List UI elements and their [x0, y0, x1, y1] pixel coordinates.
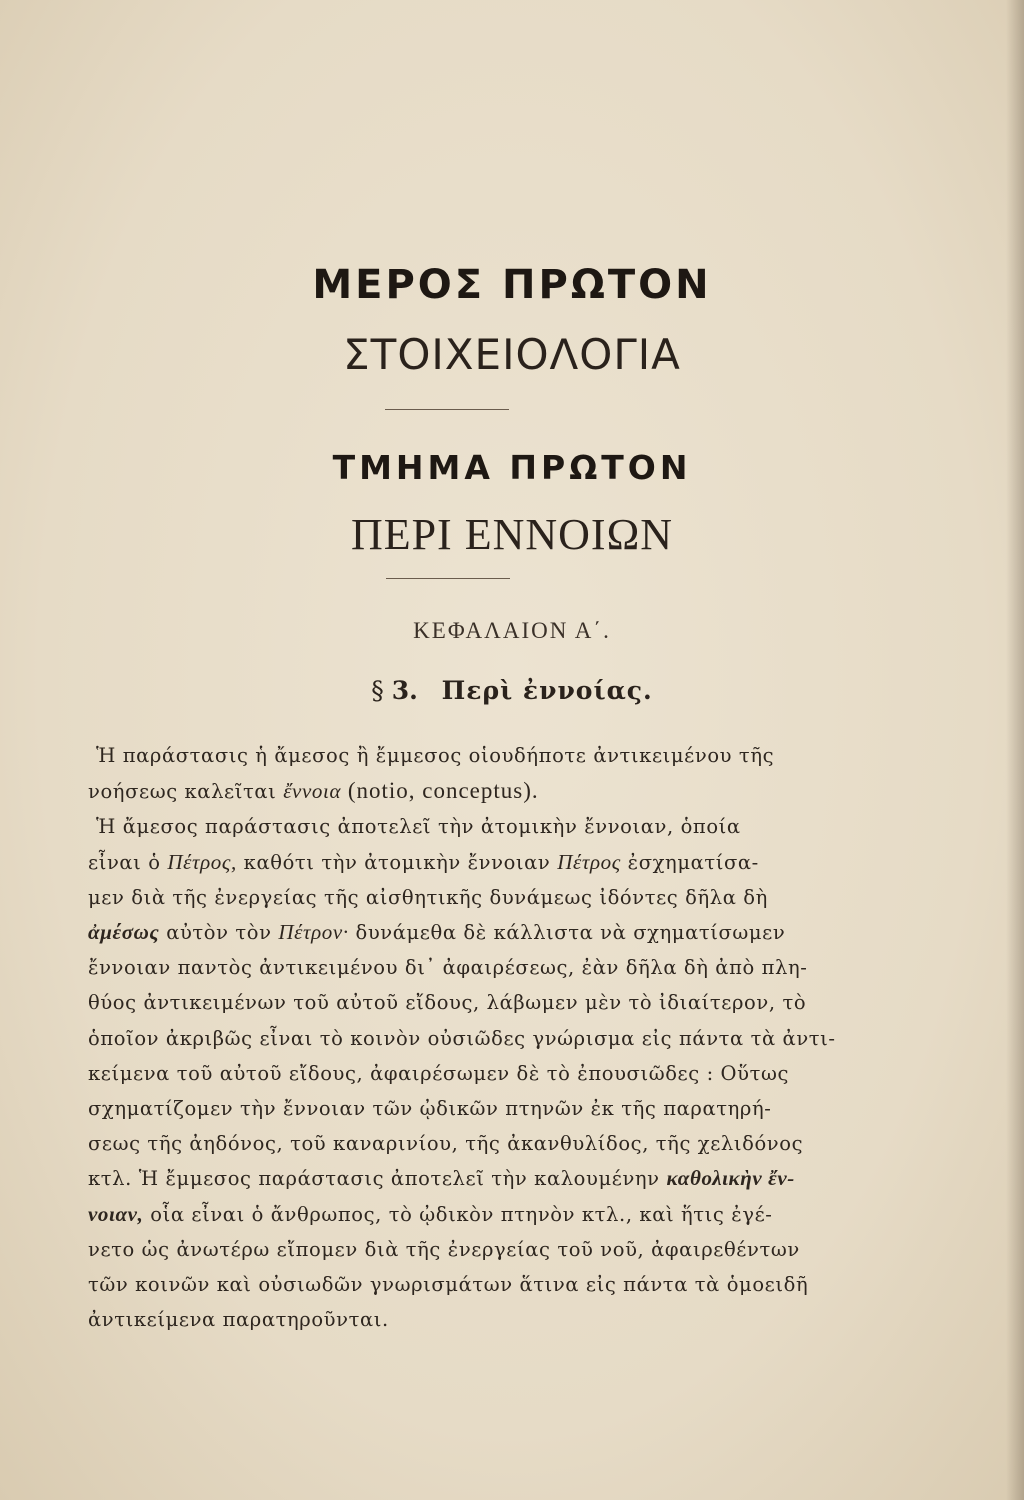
- chapter-heading: ΚΕΦΑΛΑΙΟΝ Α΄.: [413, 618, 611, 643]
- italic-term: Πέτρος,: [167, 849, 237, 874]
- text-line: [88, 950, 848, 985]
- text-line: [88, 1126, 848, 1161]
- text-run: ἐσχηματίσα-: [620, 850, 759, 874]
- text-run: οἷα εἶναι ὁ ἄνθρωπος, τὸ ᾠδικὸν πτηνὸν κτλ., καὶ ἥτις ἐγέ-: [143, 1202, 773, 1226]
- paragraph-name: Περὶ ἐννοίας.: [441, 676, 653, 705]
- text-line: [88, 880, 848, 915]
- text-line: [88, 1267, 848, 1302]
- text-run: δυνάμεθα δὲ κάλλιστα νὰ σχηματίσωμεν: [348, 921, 786, 945]
- italic-term: Πέτρος: [557, 849, 621, 874]
- text-line: [88, 1161, 848, 1196]
- text-run: Ἡ παράστασις ἡ ἄμεσος ἢ ἔμμεσος οἱουδήποτε ἀντικειμένου τῆς: [96, 744, 775, 767]
- text-line: [88, 1232, 848, 1267]
- text-line: [88, 1091, 848, 1126]
- text-line: [88, 845, 848, 880]
- bold-italic-term: νοιαν,: [88, 1201, 144, 1226]
- divider-rule-2: [386, 578, 510, 579]
- text-run: ἔννοιαν παντὸς ἀντικειμένου δι᾽ ἀφαιρέσεως, ἐὰν δῆλα δὴ ἀπὸ πλη-: [88, 956, 808, 980]
- paragraph-symbol: §: [371, 676, 384, 705]
- text-run: Ἡ ἄμεσος παράστασις ἀποτελεῖ τὴν ἀτομικὴν ἔννοιαν, ὁποία: [96, 815, 741, 839]
- paragraph-heading: [0, 676, 1024, 705]
- subject-title: ΣΤΟΙΧΕΙΟΛΟΓΙΑ: [343, 330, 681, 379]
- text-run: ὁποῖον ἀκριβῶς εἶναι τὸ κοινὸν οὐσιῶδες γνώρισμα εἰς πάντα τὰ ἀντι-: [88, 1026, 836, 1050]
- text-run: εἶναι ὁ: [88, 850, 168, 874]
- text-run: νετο ὡς ἀνωτέρω εἴπομεν διὰ τῆς ἐνεργείας τοῦ νοῦ, ἀφαιρεθέντων: [88, 1237, 800, 1261]
- section-title: ΤΜΗΜΑ ΠΡΩΤΟΝ: [332, 448, 692, 487]
- italic-term: Πέτρον·: [278, 920, 349, 945]
- text-line: [88, 1302, 848, 1337]
- part-title: ΜΕΡΟΣ ΠΡΩΤΟΝ: [312, 262, 712, 308]
- body-text: [88, 738, 848, 1337]
- text-line: [88, 1197, 848, 1232]
- text-line: [88, 738, 848, 773]
- text-run: αὐτὸν τὸν: [159, 921, 279, 945]
- bold-italic-term: ἀμέσως: [88, 920, 160, 945]
- text-line: [88, 773, 848, 809]
- topic-title: ΠΕΡΙ ΕΝΝΟΙΩΝ: [350, 510, 674, 559]
- text-run: καθότι τὴν ἀτομικὴν ἔννοιαν: [236, 850, 558, 874]
- text-run: σεως τῆς ἀηδόνος, τοῦ καναρινίου, τῆς ἀκανθυλίδος, τῆς χελιδόνος: [88, 1132, 804, 1156]
- bold-italic-term: καθολικὴν ἔν-: [666, 1166, 795, 1191]
- latin-term: (notio, conceptus).: [341, 778, 539, 804]
- paragraph-number: 3.: [391, 676, 418, 705]
- divider-rule-1: [385, 409, 509, 410]
- text-run: ἀντικείμενα παρατηροῦνται.: [88, 1308, 389, 1332]
- italic-term: ἔννοια: [283, 779, 342, 804]
- page-edge-shadow: [1006, 0, 1024, 1500]
- text-run: τῶν κοινῶν καὶ οὐσιωδῶν γνωρισμάτων ἅτινα εἰς πάντα τὰ ὁμοειδῆ: [88, 1273, 809, 1297]
- text-line: [88, 809, 848, 844]
- text-run: μεν διὰ τῆς ἐνεργείας τῆς αἰσθητικῆς δυνάμεως ἰδόντες δῆλα δὴ: [88, 885, 768, 909]
- text-run: κτλ. Ἡ ἔμμεσος παράστασις ἀποτελεῖ τὴν καλουμένην: [88, 1167, 667, 1191]
- text-line: [88, 1056, 848, 1091]
- text-line: [88, 985, 848, 1020]
- text-run: θύος ἀντικειμένων τοῦ αὐτοῦ εἴδους, λάβωμεν μὲν τὸ ἰδιαίτερον, τὸ: [88, 991, 807, 1015]
- text-line: [88, 915, 848, 950]
- text-run: νοήσεως καλεῖται: [88, 780, 284, 804]
- text-line: [88, 1021, 848, 1056]
- text-run: κείμενα τοῦ αὐτοῦ εἴδους, ἀφαιρέσωμεν δὲ τὸ ἐπουσιῶδες : Οὕτως: [88, 1061, 789, 1085]
- text-run: σχηματίζομεν τὴν ἔννοιαν τῶν ᾠδικῶν πτηνῶν ἐκ τῆς παρατηρή-: [88, 1097, 772, 1121]
